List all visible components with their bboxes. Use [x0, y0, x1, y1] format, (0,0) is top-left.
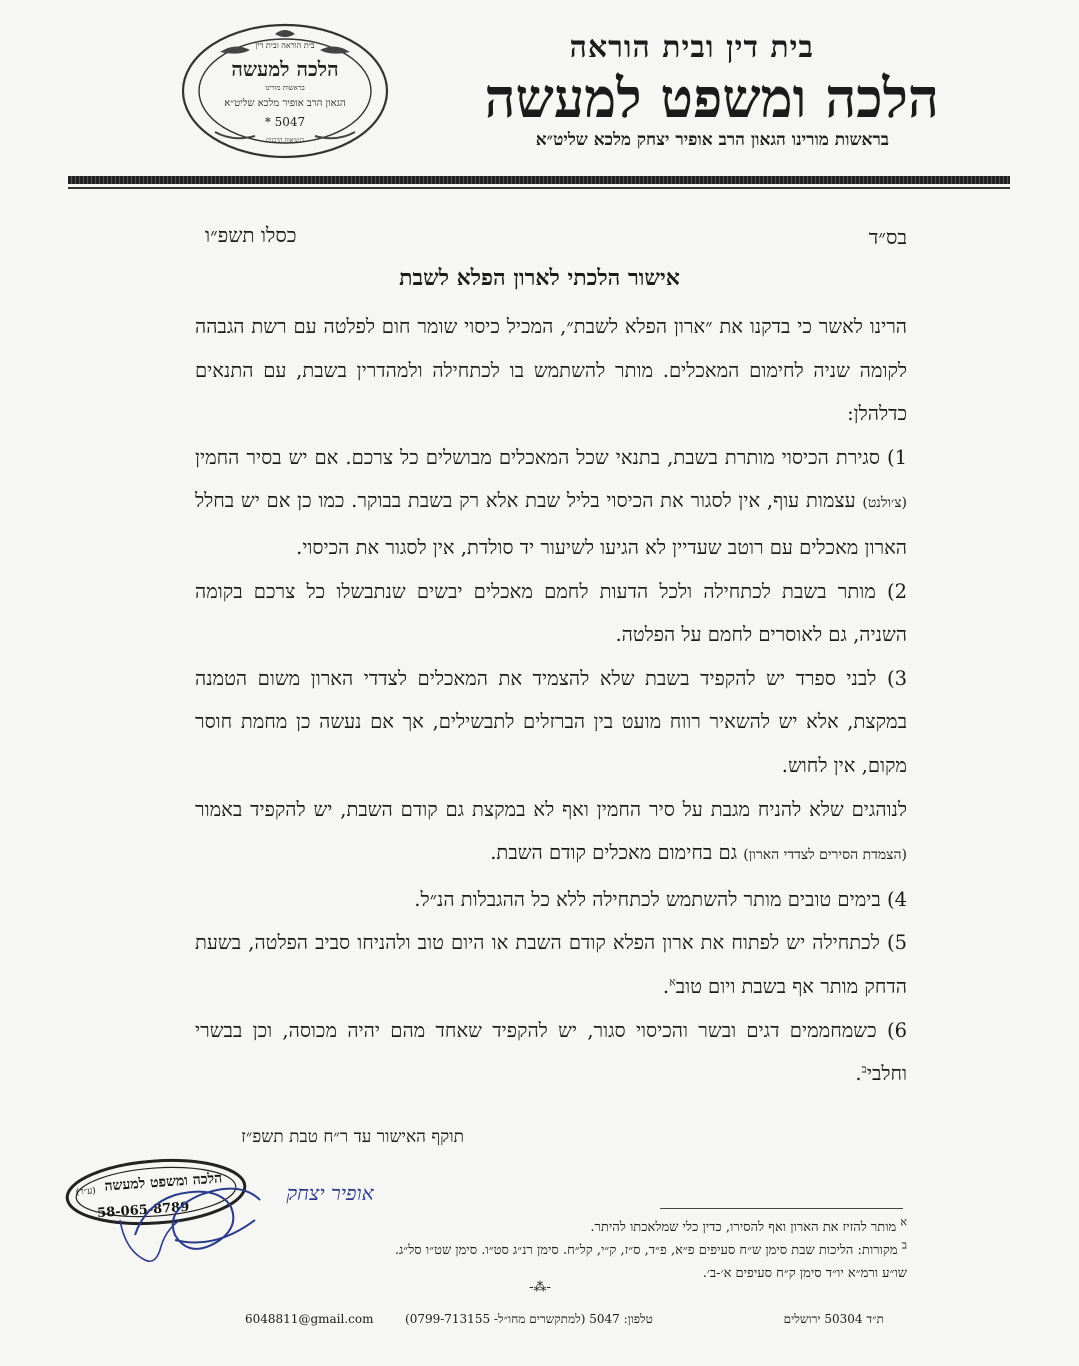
header-subtitle: בראשות מורינו הגאון הרב אופיר יצחק מלכא שליט״א — [535, 130, 889, 150]
document-title: אישור הלכתי לארון הפלא לשבת — [399, 265, 680, 291]
seal-bottom: בנשיאות הרבנים — [266, 137, 304, 144]
footnote-ref-b: ב — [861, 1062, 867, 1076]
condition-3: 3) לבני ספרד יש להקפיד בשבת שלא להצמיד את המאכלים לצדדי הארון משום הטמנה במקצת, אלא יש להשאיר רווח מועט בין הברזלים לתבשילים, אך אם נעשה כן מחמת חוסר מקום, אין לחוש. — [195, 666, 907, 777]
footer — [245, 1312, 884, 1334]
footer-email[interactable]: 6048811@gmail.com — [245, 1312, 374, 1326]
document-body — [195, 305, 907, 1096]
seal-sub2: הגאון הרב אופיר מלכא שליט״א — [224, 98, 346, 109]
condition-3-note: לנוהגים שלא להניח מגבת על סיר החמין ואף לא במקצת גם קודם השבת, יש להקפיד באמור (הצמדת הסירים לצדדי הארון) גם בחימום מאכלים קודם השבת. — [195, 797, 907, 865]
condition-4: 4) בימים טובים מותר להשתמש לכתחילה ללא כל ההגבלות הנ״ל. — [414, 887, 907, 911]
footnote-rule — [660, 1208, 903, 1209]
footnote-b-cont: שו״ע ורמ״א יו״ד סימן ק״ח סעיפים א׳-ב׳. — [702, 1266, 907, 1281]
signature-text: אופיר יצחק — [286, 1181, 374, 1205]
hebrew-date: כסלו תשפ״ו — [205, 223, 297, 247]
intro-paragraph: הרינו לאשר כי בדקנו את ״ארון הפלא לשבת״, המכיל כיסוי שומר חום לפלטה עם רשת הגבהה לקומה שניה לחימום המאכלים. מותר להשתמש בו לכתחילה ולמהדרין בשבת, עם התנאים כדלהלן: — [195, 315, 907, 426]
condition-5: 5) לכתחילה יש לפתוח את ארון הפלא קודם השבת או היום טוב ולהניחו סביב הפלטה, בשעת הדחק מותר אף בשבת ויום טוב$^א$. — [195, 931, 907, 998]
header-institution: בית דין ובית הוראה — [569, 30, 814, 65]
footnote-a: $^א$ מותר להזיז את הארון ואף להסירו, כדין כלי שמלאכתו להיתר. — [590, 1215, 907, 1235]
header-rule-thin — [68, 187, 1010, 189]
validity-note: תוקף האישור עד ר״ח טבת תשפ״ז — [241, 1127, 464, 1147]
condition-2: 2) מותר בשבת לכתחילה ולכל הדעות לחמם מאכלים יבשים שנתבשלו כל צרכם בקומה השניה, גם לאוסרים לחמם על הפלטה. — [195, 579, 907, 647]
condition-6: 6) כשמחממים דגים ובשר והכיסוי סגור, יש להקפיד שאחד מהם יהיה מכוסה, וכן בבשרי וחלבי$^ב$. — [195, 1018, 907, 1086]
stamp-name: הלכה ומשפט למעשה — [104, 1170, 223, 1195]
seal-number: * 5047 — [264, 115, 306, 129]
header-name: הלכה ומשפט למעשה — [484, 66, 939, 130]
condition-1: 1) סגירת הכיסוי מותרת בשבת, בתנאי שכל המאכלים מבושלים כל צרכם. אם יש בסיר החמין (צ׳ולנט) עצמות עוף, אין לסגור את הכיסוי בליל שבת אלא רק בשבת בבוקר. כמו כן אם יש בחלל הארון מאכלים עם רוטב שעדיין לא הגיעו לשיעור יד סולדת, אין לסגור את הכיסוי. — [195, 445, 907, 559]
footnote-ref-a: א — [669, 975, 676, 989]
seal-ring-text: בית הוראה ובית דין — [255, 41, 315, 50]
header-rule-thick — [68, 176, 1010, 184]
seal-sub1: בראשות מורינו — [265, 84, 305, 92]
footer-address: ת״ד 50304 ירושלים — [783, 1312, 884, 1326]
stamp-suffix: (ע״ר) — [75, 1186, 97, 1198]
footer-phone: טלפון: 5047 (למתקשרים מחו״ל- 0799-713155) — [405, 1312, 653, 1326]
divider-ornament: -⁂- — [529, 1280, 551, 1295]
footnote-b: $^ב$ מקורות: הליכות שבת סימן ש״ח סעיפים פ״א, פ״ד, ס״ז, ק״י, קל״ח. סימן רנ״ג סט״ו. סימן שט״ו סל״ג. — [394, 1238, 907, 1258]
seal-name: הלכה למעשה — [231, 57, 339, 81]
bs-mark: בס״ד — [868, 225, 907, 249]
institution-seal — [180, 22, 390, 160]
stamp-number: 58-065-8789 — [96, 1199, 190, 1222]
footnotes — [187, 1216, 907, 1285]
